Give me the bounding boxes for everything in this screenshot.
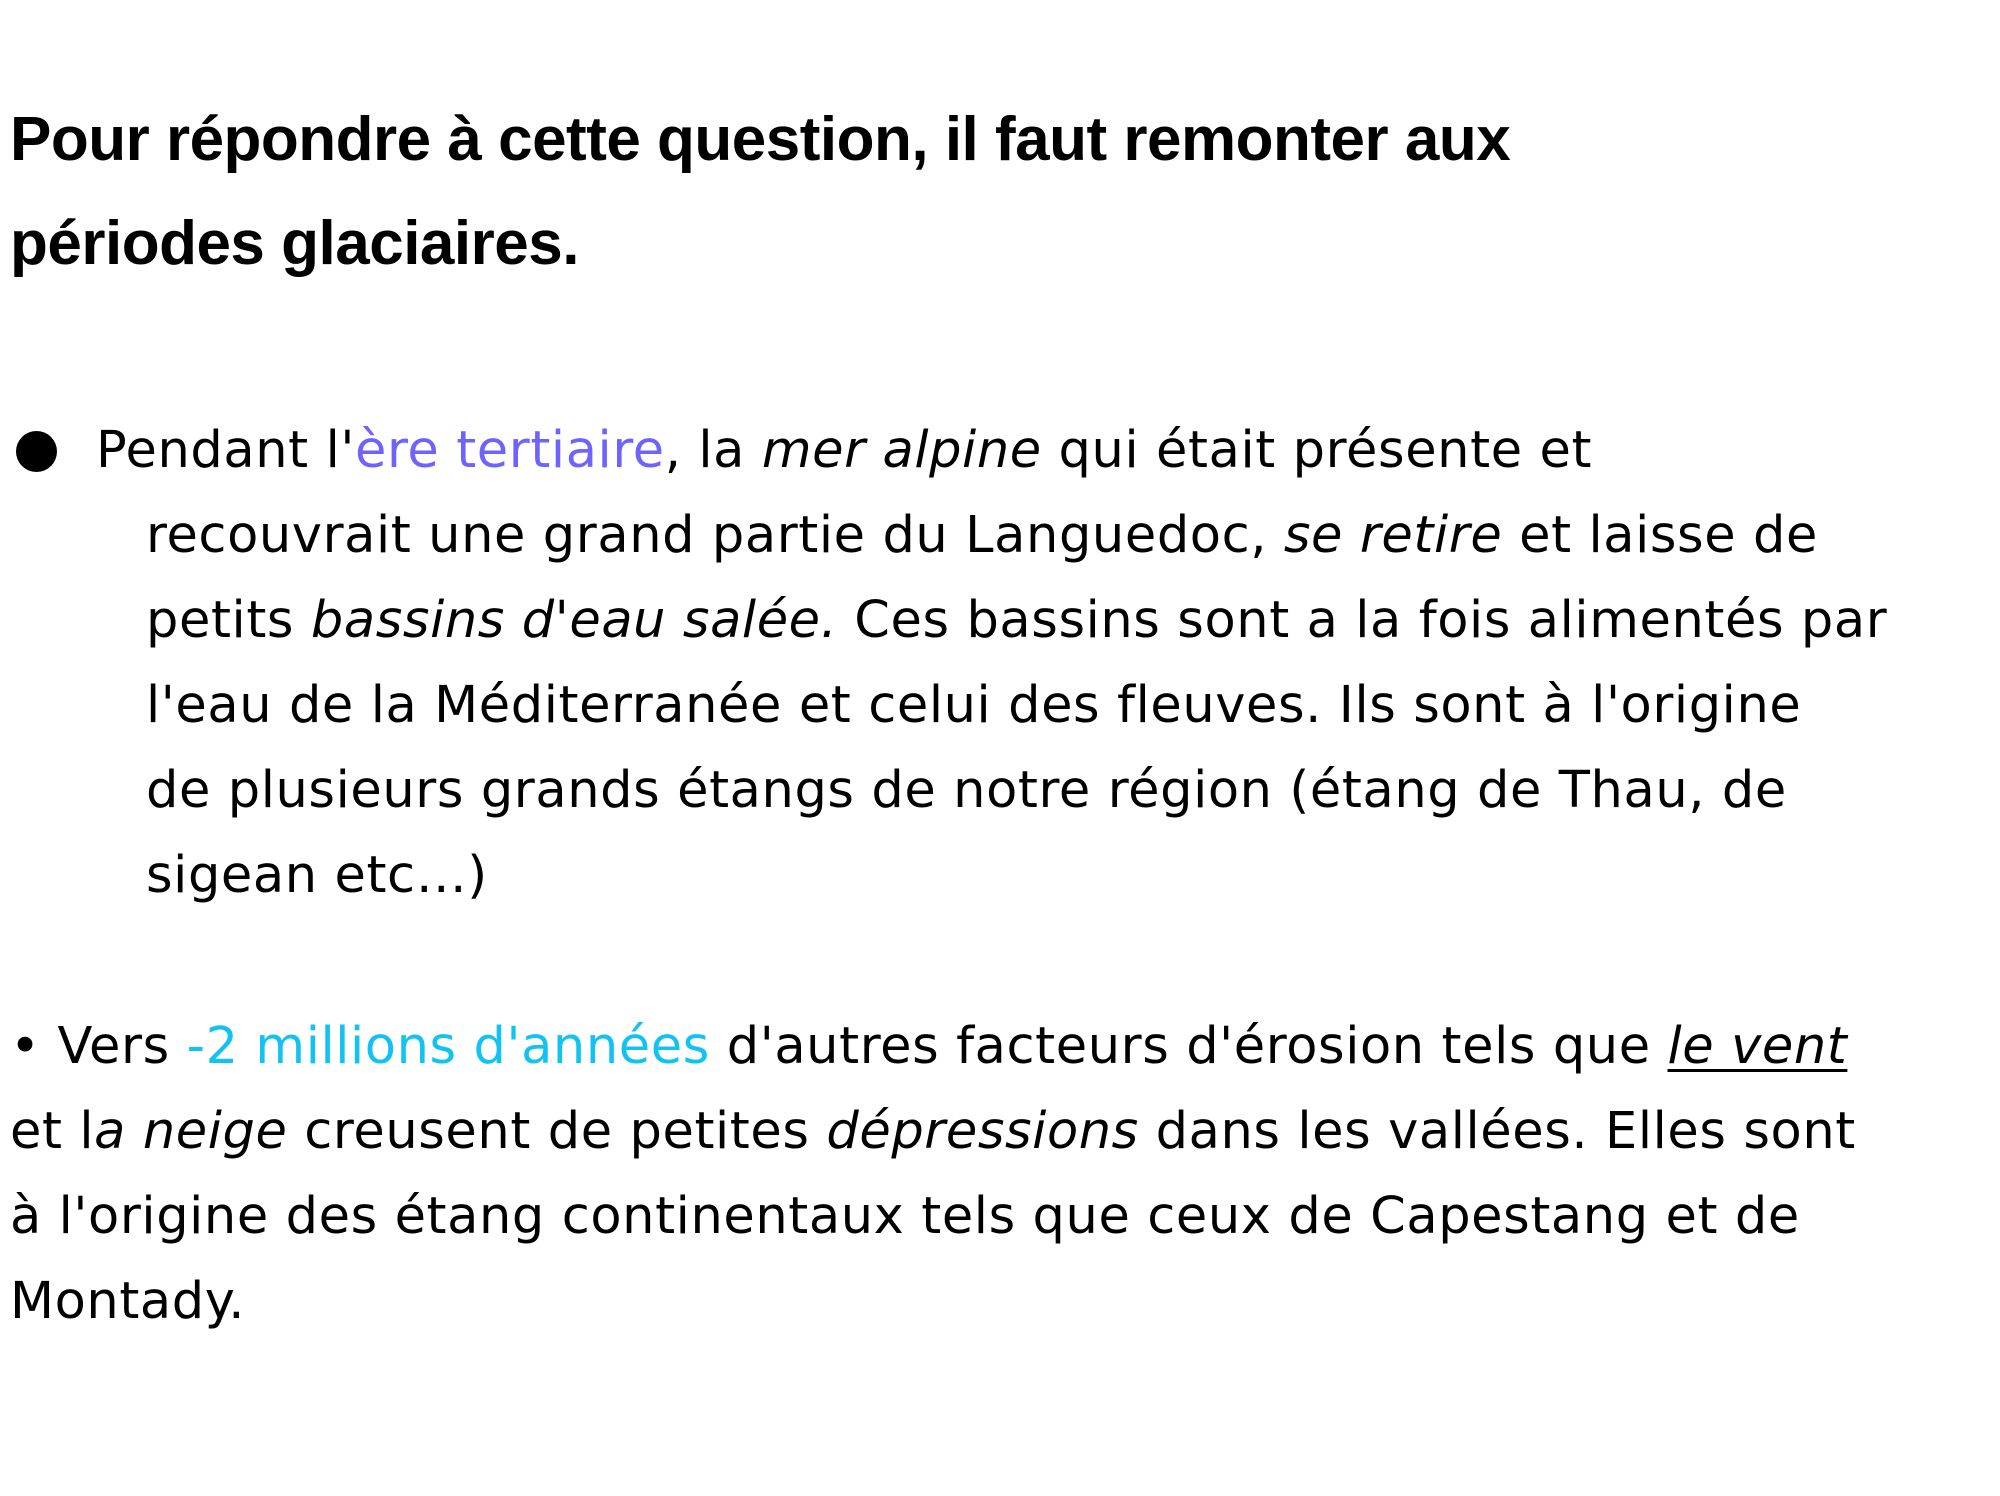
paragraph-line: Montady. [10,1272,246,1331]
emphasis-term: se retire [1283,506,1503,565]
paragraph-line: à l'origine des étang continentaux tels que ceux de Capestang et de [10,1187,1800,1246]
emphasis-term: mer alpine [761,421,1042,480]
text-fragment: creusent de petites [287,1102,827,1161]
title-line-2: périodes glaciaires. [10,209,579,278]
bullet2-paragraph [10,1004,1990,1344]
text-fragment: • Vers [10,1017,187,1076]
text-fragment: petits [146,591,311,650]
paragraph-line [10,1089,1990,1174]
text-fragment: recouvrait une grand partie du Languedoc, [146,506,1284,565]
paragraph-line [146,493,1996,578]
bullet-dot-icon [16,431,57,472]
text-fragment: Ces bassins sont a la fois alimentés par [837,591,1888,650]
emphasis-term: bassins d'eau salée. [310,591,838,650]
emphasis-term: dépressions [826,1102,1139,1161]
text-fragment: Pendant l' [96,421,355,480]
underlined-term: le vent [1667,1017,1848,1076]
page-title [10,88,1970,296]
title-line-1: Pour répondre à cette question, il faut remonter aux [10,105,1511,174]
text-fragment: , la [664,421,762,480]
bullet1-first-line [96,408,1592,493]
paragraph-line: l'eau de la Méditerranée et celui des fleuves. Ils sont à l'origine [146,676,1802,735]
paragraph-line [146,578,1996,663]
text-fragment: qui était présente et [1041,421,1593,480]
time-highlight: -2 millions d'années [186,1017,710,1076]
era-highlight: ère tertiaire [354,421,665,480]
text-fragment: dans les vallées. Elles sont [1138,1102,1856,1161]
text-fragment: et l [10,1102,95,1161]
paragraph-line: sigean etc…) [146,846,488,905]
text-fragment: d'autres facteurs d'érosion tels que [709,1017,1668,1076]
bullet1-paragraph [146,493,1996,918]
text-fragment: et laisse de [1502,506,1818,565]
emphasis-term: a neige [94,1102,288,1161]
paragraph-line: de plusieurs grands étangs de notre région (étang de Thau, de [146,761,1787,820]
paragraph-line [10,1004,1990,1089]
